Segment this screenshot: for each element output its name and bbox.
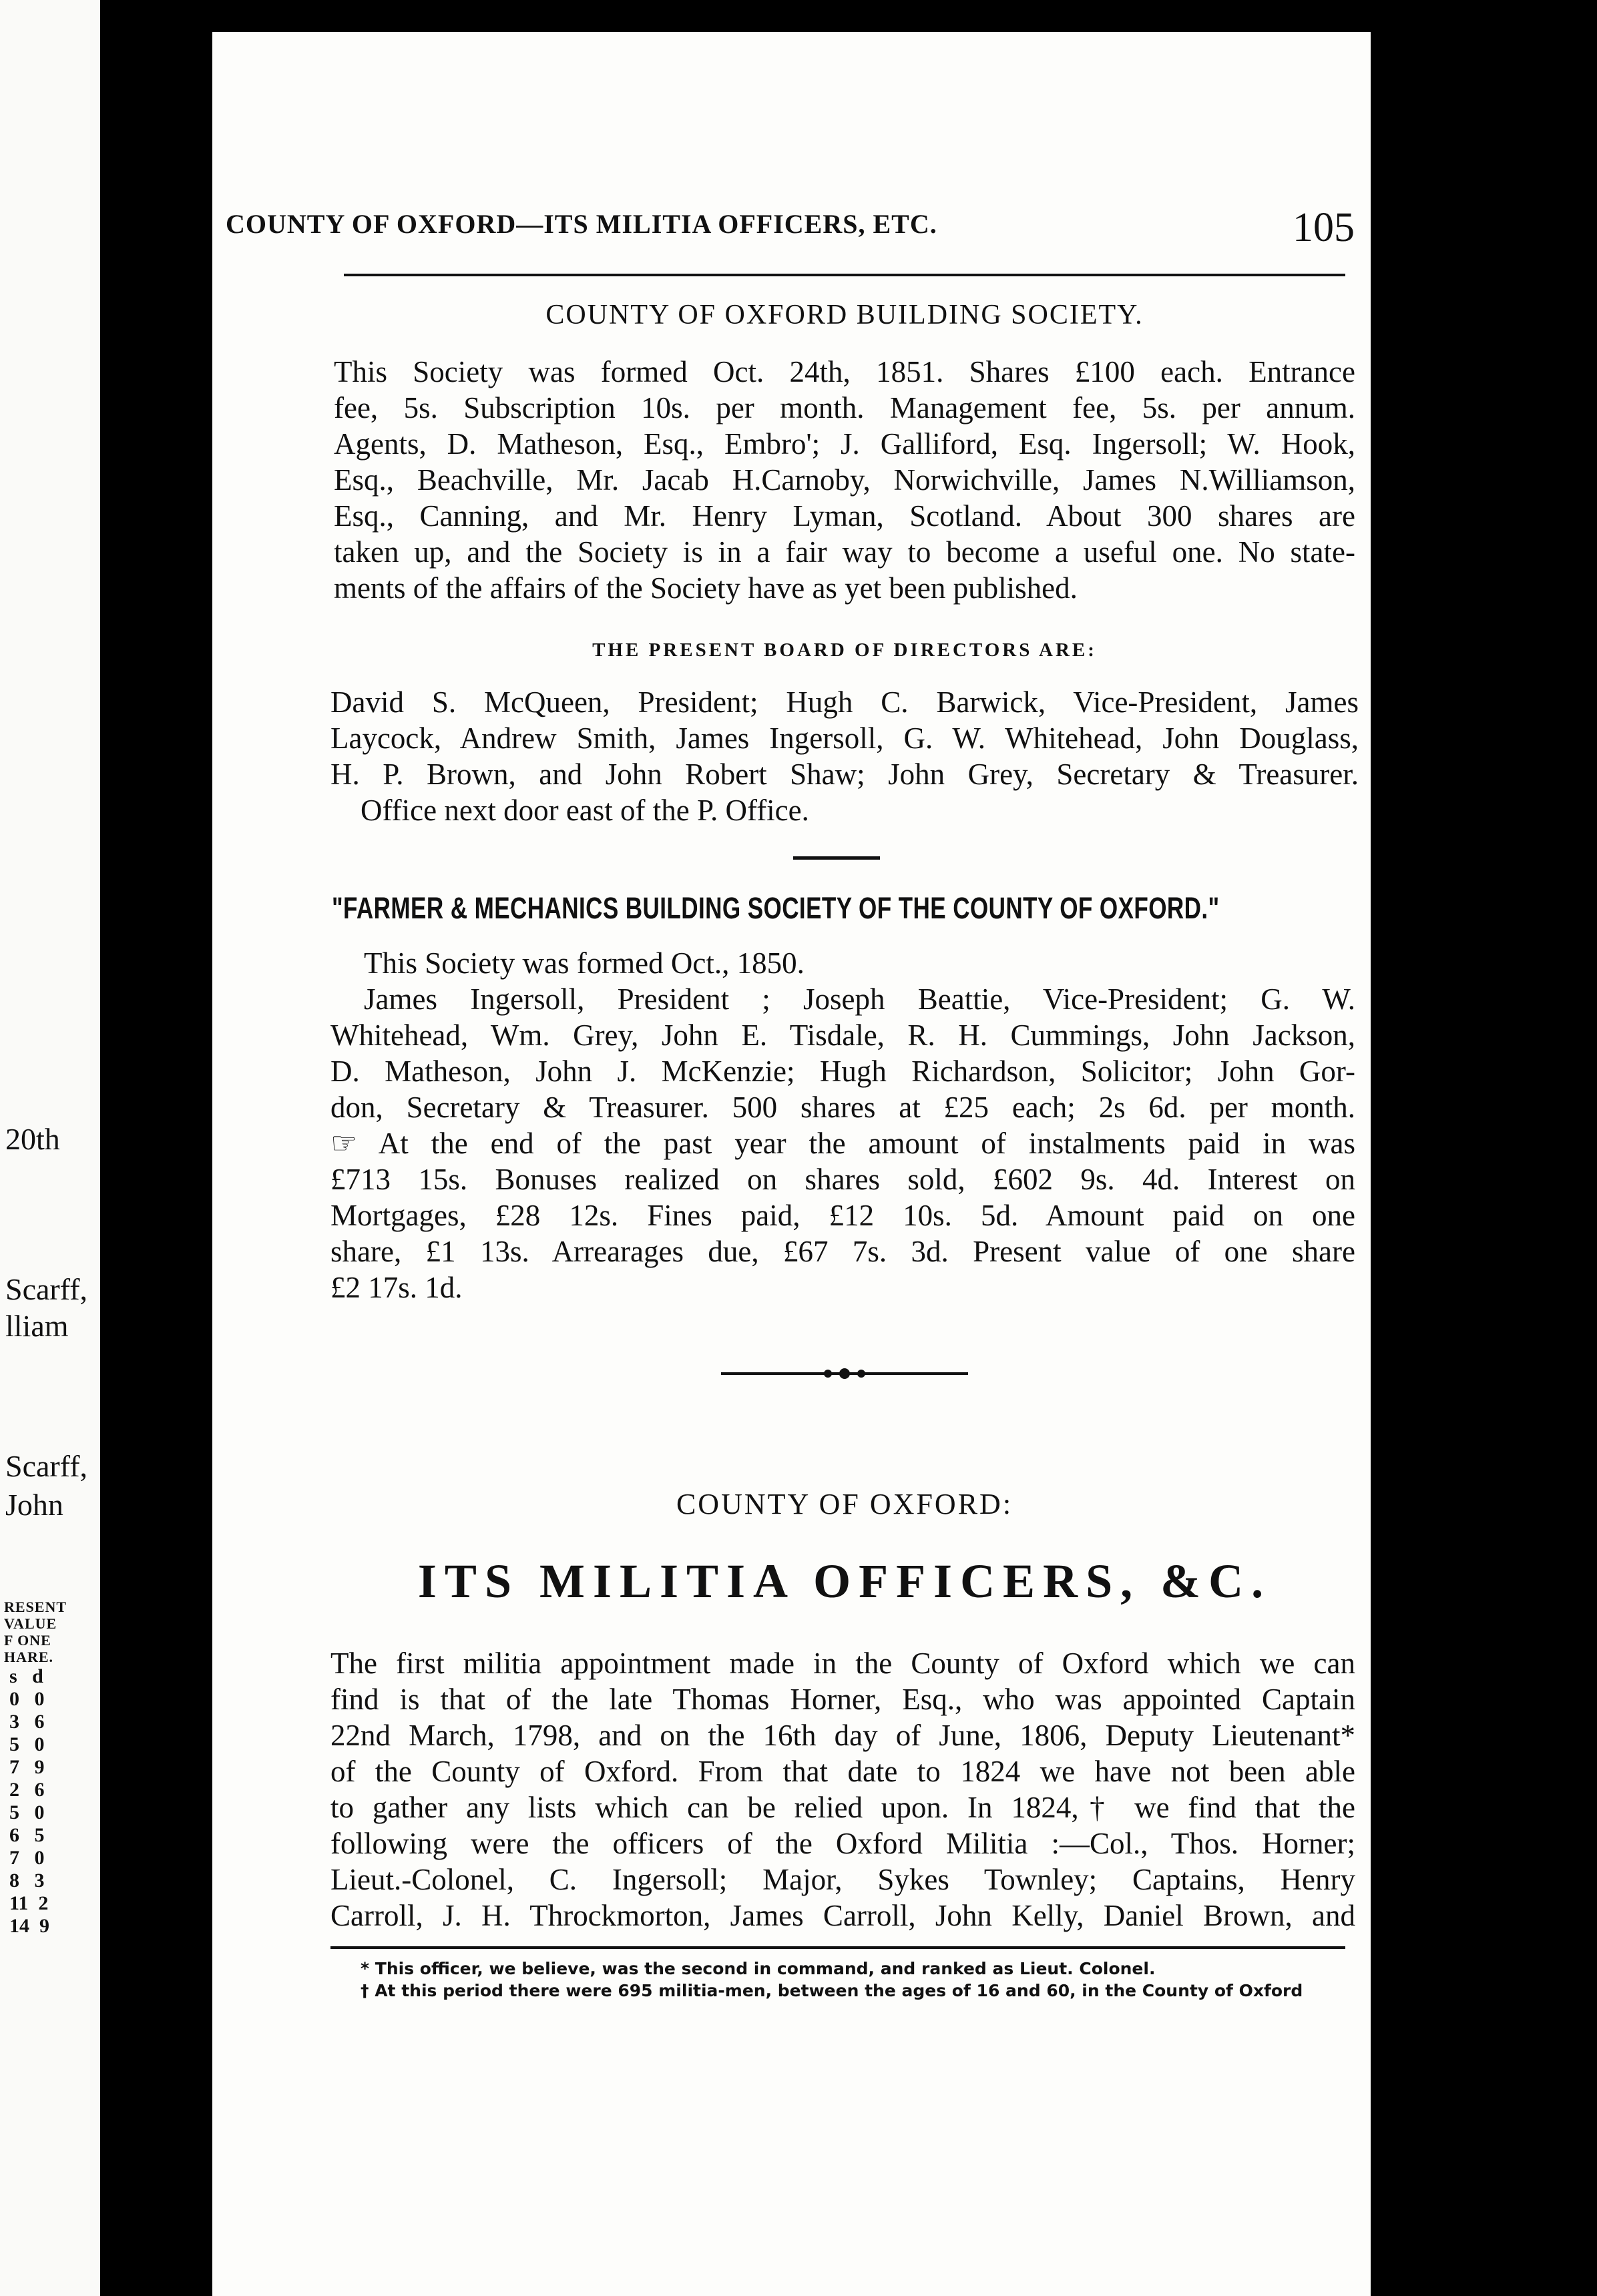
farmers-society-formed (364, 945, 1355, 981)
militia-title: ITS MILITIA OFFICERS, &C. (417, 1554, 1272, 1608)
gutter-table-heading: F ONE (4, 1632, 51, 1649)
ornamental-divider (721, 1368, 968, 1379)
text-line: Mortgages, £28 12s. Fines paid, £12 10s. 5d. Amount paid on one (330, 1199, 1355, 1232)
text-line: Office next door east of the P. Office. (361, 794, 809, 827)
gutter-fragment: 20th (5, 1122, 60, 1156)
gutter-table-heading: VALUE (4, 1615, 57, 1632)
text-line: Carroll, J. H. Throckmorton, James Carroll, John Kelly, Daniel Brown, and (330, 1899, 1355, 1932)
text-line: of the County of Oxford. From that date to 1824 we have not been able (330, 1755, 1355, 1788)
gutter-fragment: John (5, 1488, 63, 1522)
header-rule (344, 274, 1345, 276)
text-line: fee, 5s. Subscription 10s. per month. Management fee, 5s. per annum. (334, 391, 1355, 424)
text-line: This Society was formed Oct. 24th, 1851. Shares £100 each. Entrance (334, 355, 1355, 388)
text-line: taken up, and the Society is in a fair way to become a useful one. No state- (334, 535, 1355, 569)
text-line: D. Matheson, John J. McKenzie; Hugh Richardson, Solicitor; John Gor- (330, 1055, 1355, 1088)
building-society-text (334, 354, 1355, 606)
text-line: James Ingersoll, President ; Joseph Beattie, Vice-President; G. W. (364, 982, 1355, 1016)
board-heading: THE PRESENT BOARD OF DIRECTORS ARE: (592, 639, 1097, 661)
text-line: The first militia appointment made in the County of Oxford which we can (330, 1647, 1355, 1680)
text-line: £713 15s. Bonuses realized on shares sold, £602 9s. 4d. Interest on (330, 1163, 1355, 1196)
gutter-table-digits: s d 0 0 3 6 5 0 7 9 2 6 5 0 6 5 7 0 8 3 11 2 14 9 (9, 1665, 49, 1937)
text-line: Lieut.-Colonel, C. Ingersoll; Major, Sykes Townley; Captains, Henry (330, 1863, 1355, 1896)
text-line: share, £1 13s. Arrearages due, £67 7s. 3d. Present value of one share (330, 1235, 1355, 1268)
text-line: David S. McQueen, President; Hugh C. Barwick, Vice-President, James (330, 685, 1359, 719)
text-line: Whitehead, Wm. Grey, John E. Tisdale, R. H. Cummings, John Jackson, (330, 1019, 1355, 1052)
page-number: 105 (1293, 205, 1355, 250)
farmers-society-text (330, 981, 1355, 1306)
text-line: to gather any lists which can be relied upon. In 1824,† we find that the (330, 1791, 1355, 1824)
militia-subtitle: COUNTY OF OXFORD: (676, 1488, 1013, 1520)
board-of-directors-text (330, 684, 1359, 828)
footnote-rule (330, 1946, 1345, 1949)
text-line: don, Secretary & Treasurer. 500 shares at £25 each; 2s 6d. per month. (330, 1091, 1355, 1124)
text-line: find is that of the late Thomas Horner, Esq., who was appointed Captain (330, 1683, 1355, 1716)
text-line: following were the officers of the Oxford Militia :—Col., Thos. Horner; (330, 1827, 1355, 1860)
footnote-dagger: † At this period there were 695 militia-men, between the ages of 16 and 60, in the County of Oxford (361, 1981, 1303, 2000)
footnote-asterisk: * This officer, we believe, was the second in command, and ranked as Lieut. Colonel. (361, 1959, 1156, 1978)
text-line: This Society was formed Oct., 1850. (364, 946, 805, 980)
text-line: ☞ At the end of the past year the amount of instalments paid in was (330, 1127, 1355, 1160)
gutter-table-heading: RESENT (4, 1599, 67, 1615)
text-line: ments of the affairs of the Society have as yet been published. (334, 571, 1078, 605)
facing-page-edge (0, 0, 100, 2296)
gutter-fragment: Scarff, (5, 1449, 88, 1483)
section-divider (793, 856, 880, 860)
text-line: Laycock, Andrew Smith, James Ingersoll, G. W. Whitehead, John Douglass, (330, 722, 1359, 755)
militia-text (330, 1645, 1355, 1934)
gutter-table-heading: HARE. (4, 1649, 54, 1665)
building-society-title: COUNTY OF OXFORD BUILDING SOCIETY. (545, 300, 1144, 330)
text-line: Agents, D. Matheson, Esq., Embro'; J. Galliford, Esq. Ingersoll; W. Hook, (334, 427, 1355, 461)
running-header: COUNTY OF OXFORD—ITS MILITIA OFFICERS, ETC. (226, 209, 937, 239)
text-line: Esq., Canning, and Mr. Henry Lyman, Scotland. About 300 shares are (334, 499, 1355, 533)
gutter-fragment: lliam (5, 1309, 69, 1343)
text-line: 22nd March, 1798, and on the 16th day of June, 1806, Deputy Lieutenant* (330, 1719, 1355, 1752)
gutter-fragment: Scarff, (5, 1272, 88, 1306)
text-line: H. P. Brown, and John Robert Shaw; John Grey, Secretary & Treasurer. (330, 758, 1359, 791)
farmers-society-title: "FARMER & MECHANICS BUILDING SOCIETY OF THE COUNTY OF OXFORD." (332, 891, 1220, 925)
text-line: Esq., Beachville, Mr. Jacab H.Carnoby, Norwichville, James N.Williamson, (334, 463, 1355, 497)
text-line: £2 17s. 1d. (330, 1271, 463, 1304)
